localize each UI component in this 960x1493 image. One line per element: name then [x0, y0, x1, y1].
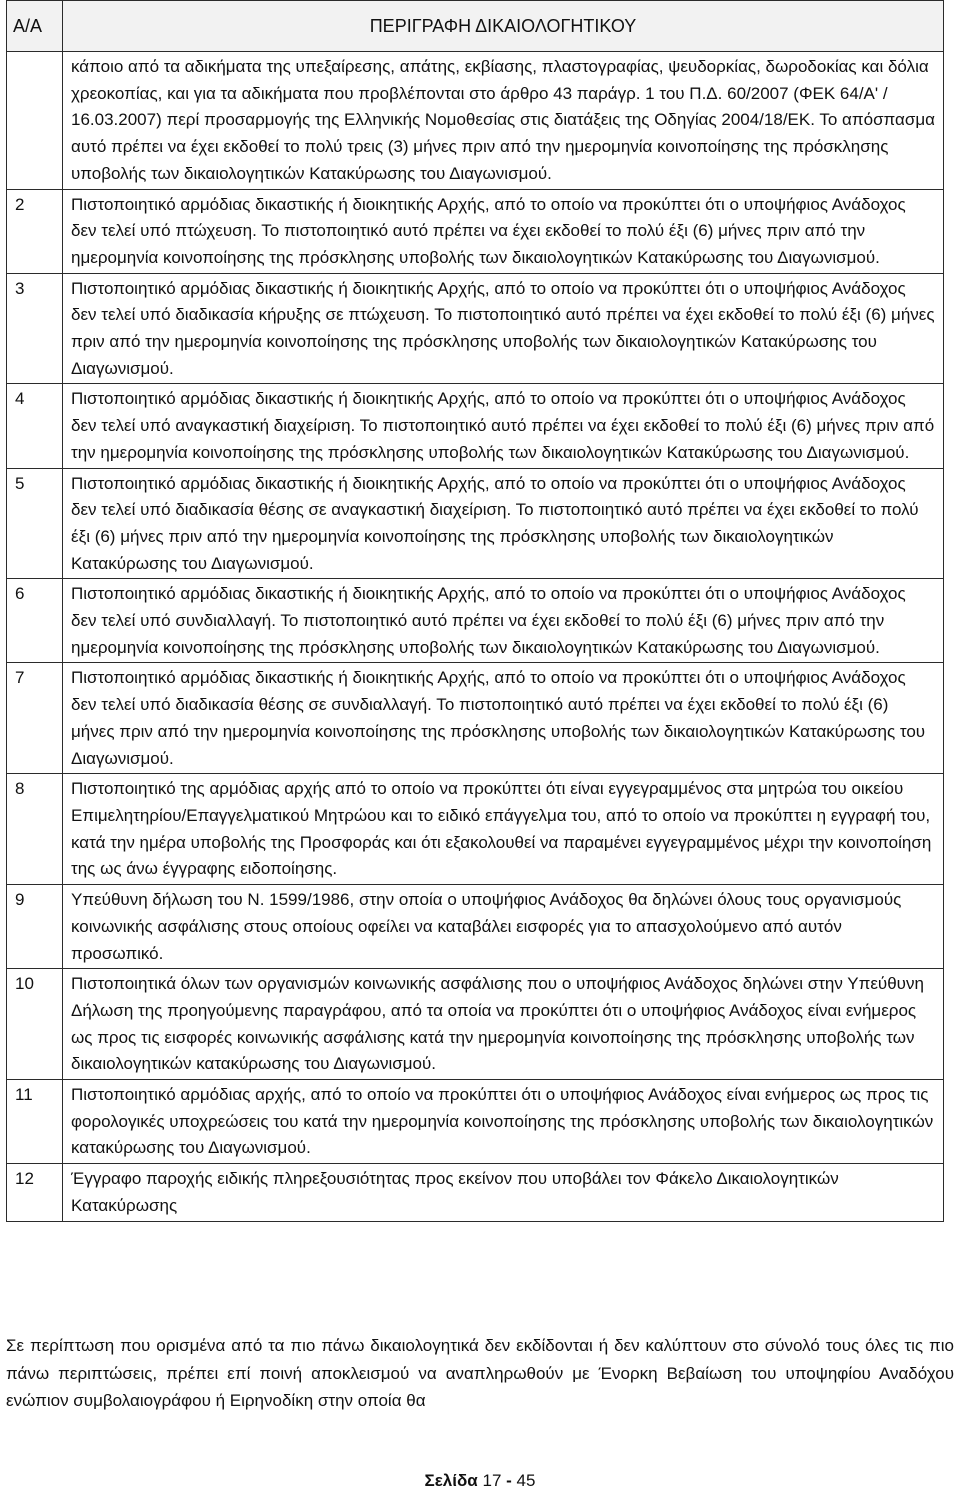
row-description: Πιστοποιητικό αρμόδιας δικαστικής ή διοικητικής Αρχής, από το οποίο να προκύπτει ότι ο υποψήφιος Ανάδοχος δεν τελεί υπό διαδικασία κήρυξης σε πτώχευση. Το πιστοποιητικό αυτό πρέπει να έχει εκδοθεί το πολύ έξι (6) μήνες πριν από την ημερομηνία κοινοποίησης της πρόσκλησης υποβολής των δικαιολογητικών Κατακύρωσης του Διαγωνισμού.	[63, 273, 944, 384]
page-footer	[0, 1471, 960, 1491]
closing-paragraph: Σε περίπτωση που ορισμένα από τα πιο πάνω δικαιολογητικά δεν εκδίδονται ή δεν καλύπτουν στο σύνολό τους όλες τις πιο πάνω περιπτώσεις, πρέπει επί ποινή αποκλεισμού να αναπληρωθούν με Ένορκη Βεβαίωση του υποψηφίου Αναδόχου ενώπιον συμβολαιογράφου ή Ειρηνοδίκη στην οποία θα	[6, 1336, 954, 1410]
row-number: 9	[7, 885, 63, 969]
row-description: Πιστοποιητικά όλων των οργανισμών κοινωνικής ασφάλισης που ο υποψήφιος Ανάδοχος δηλώνει στην Υπεύθυνη Δήλωση της προηγούμενης παραγράφου, από τα οποία να προκύπτει ότι ο υποψήφιος Ανάδοχος είναι ενήμερος ως προς τις εισφορές κοινωνικής ασφάλισης κατά την ημερομηνία κοινοποίησης της πρόσκλησης υποβολής των δικαιολογητικών κατακύρωσης του Διαγωνισμού.	[63, 969, 944, 1080]
table-row	[7, 885, 944, 969]
table-row	[7, 579, 944, 663]
row-description: κάποιο από τα αδικήματα της υπεξαίρεσης, απάτης, εκβίασης, πλαστογραφίας, ψευδορκίας, δωροδοκίας και δόλια χρεοκοπίας, και για τα αδικήματα που προβλέπονται στο άρθρο 43 παράγρ. 1 του Π.Δ. 60/2007 (ΦΕΚ 64/Α' / 16.03.2007) περί προσαρμογής της Ελληνικής Νομοθεσίας στις διατάξεις της Οδηγίας 2004/18/ΕΚ. Το απόσπασμα αυτό πρέπει να έχει εκδοθεί το πολύ τρεις (3) μήνες πριν από την ημερομηνία κοινοποίησης της πρόσκλησης υποβολής των δικαιολογητικών Κατακύρωσης του Διαγωνισμού.	[63, 52, 944, 190]
page-label: Σελίδα	[424, 1471, 478, 1490]
table-row	[7, 774, 944, 885]
page-separator: -	[506, 1471, 512, 1490]
row-description: Πιστοποιητικό αρμόδιας δικαστικής ή διοικητικής Αρχής, από το οποίο να προκύπτει ότι ο υποψήφιος Ανάδοχος δεν τελεί υπό πτώχευση. Το πιστοποιητικό αυτό πρέπει να έχει εκδοθεί το πολύ έξι (6) μήνες πριν από την ημερομηνία κοινοποίησης της πρόσκλησης υποβολής των δικαιολογητικών Κατακύρωσης του Διαγωνισμού.	[63, 189, 944, 273]
row-description: Υπεύθυνη δήλωση του Ν. 1599/1986, στην οποία ο υποψήφιος Ανάδοχος θα δηλώνει όλους τους οργανισμούς κοινωνικής ασφάλισης στους οποίους οφείλει να καταβάλει εισφορές για το απασχολούμενο από αυτόν προσωπικό.	[63, 885, 944, 969]
row-description: Πιστοποιητικό αρμόδιας δικαστικής ή διοικητικής Αρχής, από το οποίο να προκύπτει ότι ο υποψήφιος Ανάδοχος δεν τελεί υπό διαδικασία θέσης σε συνδιαλλαγή. Το πιστοποιητικό αυτό πρέπει να έχει εκδοθεί το πολύ έξι (6) μήνες πριν από την ημερομηνία κοινοποίησης της πρόσκλησης υποβολής των δικαιολογητικών Κατακύρωσης του Διαγωνισμού.	[63, 663, 944, 774]
table-row	[7, 189, 944, 273]
table-row	[7, 468, 944, 579]
row-number: 10	[7, 969, 63, 1080]
table-header-row	[7, 1, 944, 52]
row-number: 12	[7, 1164, 63, 1221]
page-total: 45	[516, 1471, 536, 1490]
row-number: 3	[7, 273, 63, 384]
row-description: Πιστοποιητικό της αρμόδιας αρχής από το οποίο να προκύπτει ότι είναι εγγεγραμμένος στα μητρώα του οικείου Επιμελητηρίου/Επαγγελματικού Μητρώου και το ειδικό επάγγελμα του, από το οποίο να προκύπτει η εγγραφή του, κατά την ημέρα υποβολής της Προσφοράς και ότι εξακολουθεί να παραμένει εγγεγραμμένος μέχρι την κοινοποίηση της ως άνω έγγραφης ειδοποίησης.	[63, 774, 944, 885]
table-row	[7, 52, 944, 190]
row-description: Έγγραφο παροχής ειδικής πληρεξουσιότητας προς εκείνον που υποβάλει τον Φάκελο Δικαιολογητικών Κατακύρωσης	[63, 1164, 944, 1221]
row-number: 4	[7, 384, 63, 468]
table-row	[7, 969, 944, 1080]
row-number: 8	[7, 774, 63, 885]
row-description: Πιστοποιητικό αρμόδιας δικαστικής ή διοικητικής Αρχής, από το οποίο να προκύπτει ότι ο υποψήφιος Ανάδοχος δεν τελεί υπό διαδικασία θέσης σε αναγκαστική διαχείριση. Το πιστοποιητικό αυτό πρέπει να έχει εκδοθεί το πολύ έξι (6) μήνες πριν από την ημερομηνία κοινοποίησης της πρόσκλησης υποβολής των δικαιολογητικών Κατακύρωσης του Διαγωνισμού.	[63, 468, 944, 579]
table-row	[7, 384, 944, 468]
row-number: 7	[7, 663, 63, 774]
row-description: Πιστοποιητικό αρμόδιας δικαστικής ή διοικητικής Αρχής, από το οποίο να προκύπτει ότι ο υποψήφιος Ανάδοχος δεν τελεί υπό αναγκαστική διαχείριση. Το πιστοποιητικό αυτό πρέπει να έχει εκδοθεί το πολύ έξι (6) μήνες πριν από την ημερομηνία κοινοποίησης της πρόσκλησης υποβολής των δικαιολογητικών Κατακύρωσης του Διαγωνισμού.	[63, 384, 944, 468]
row-number	[7, 52, 63, 190]
column-header-number: Α/Α	[7, 1, 63, 52]
page-number: 17	[482, 1471, 502, 1490]
table-row	[7, 1080, 944, 1164]
row-number: 11	[7, 1080, 63, 1164]
column-header-description: ΠΕΡΙΓΡΑΦΗ ΔΙΚΑΙΟΛΟΓΗΤΙΚΟΥ	[63, 1, 944, 52]
table-body	[7, 52, 944, 1222]
row-description: Πιστοποιητικό αρμόδιας δικαστικής ή διοικητικής Αρχής, από το οποίο να προκύπτει ότι ο υποψήφιος Ανάδοχος δεν τελεί υπό συνδιαλλαγή. Το πιστοποιητικό αυτό πρέπει να έχει εκδοθεί το πολύ έξι (6) μήνες πριν από την ημερομηνία κοινοποίησης της πρόσκλησης υποβολής των δικαιολογητικών Κατακύρωσης του Διαγωνισμού.	[63, 579, 944, 663]
table-row	[7, 1164, 944, 1221]
row-number: 2	[7, 189, 63, 273]
row-number: 5	[7, 468, 63, 579]
row-description: Πιστοποιητικό αρμόδιας αρχής, από το οποίο να προκύπτει ότι ο υποψήφιος Ανάδοχος είναι ενήμερος ως προς τις φορολογικές υποχρεώσεις του κατά την ημερομηνία κοινοποίησης της πρόσκλησης υποβολής των δικαιολογητικών κατακύρωσης του Διαγωνισμού.	[63, 1080, 944, 1164]
row-number: 6	[7, 579, 63, 663]
table-row	[7, 273, 944, 384]
requirements-table	[6, 0, 944, 1222]
table-row	[7, 663, 944, 774]
